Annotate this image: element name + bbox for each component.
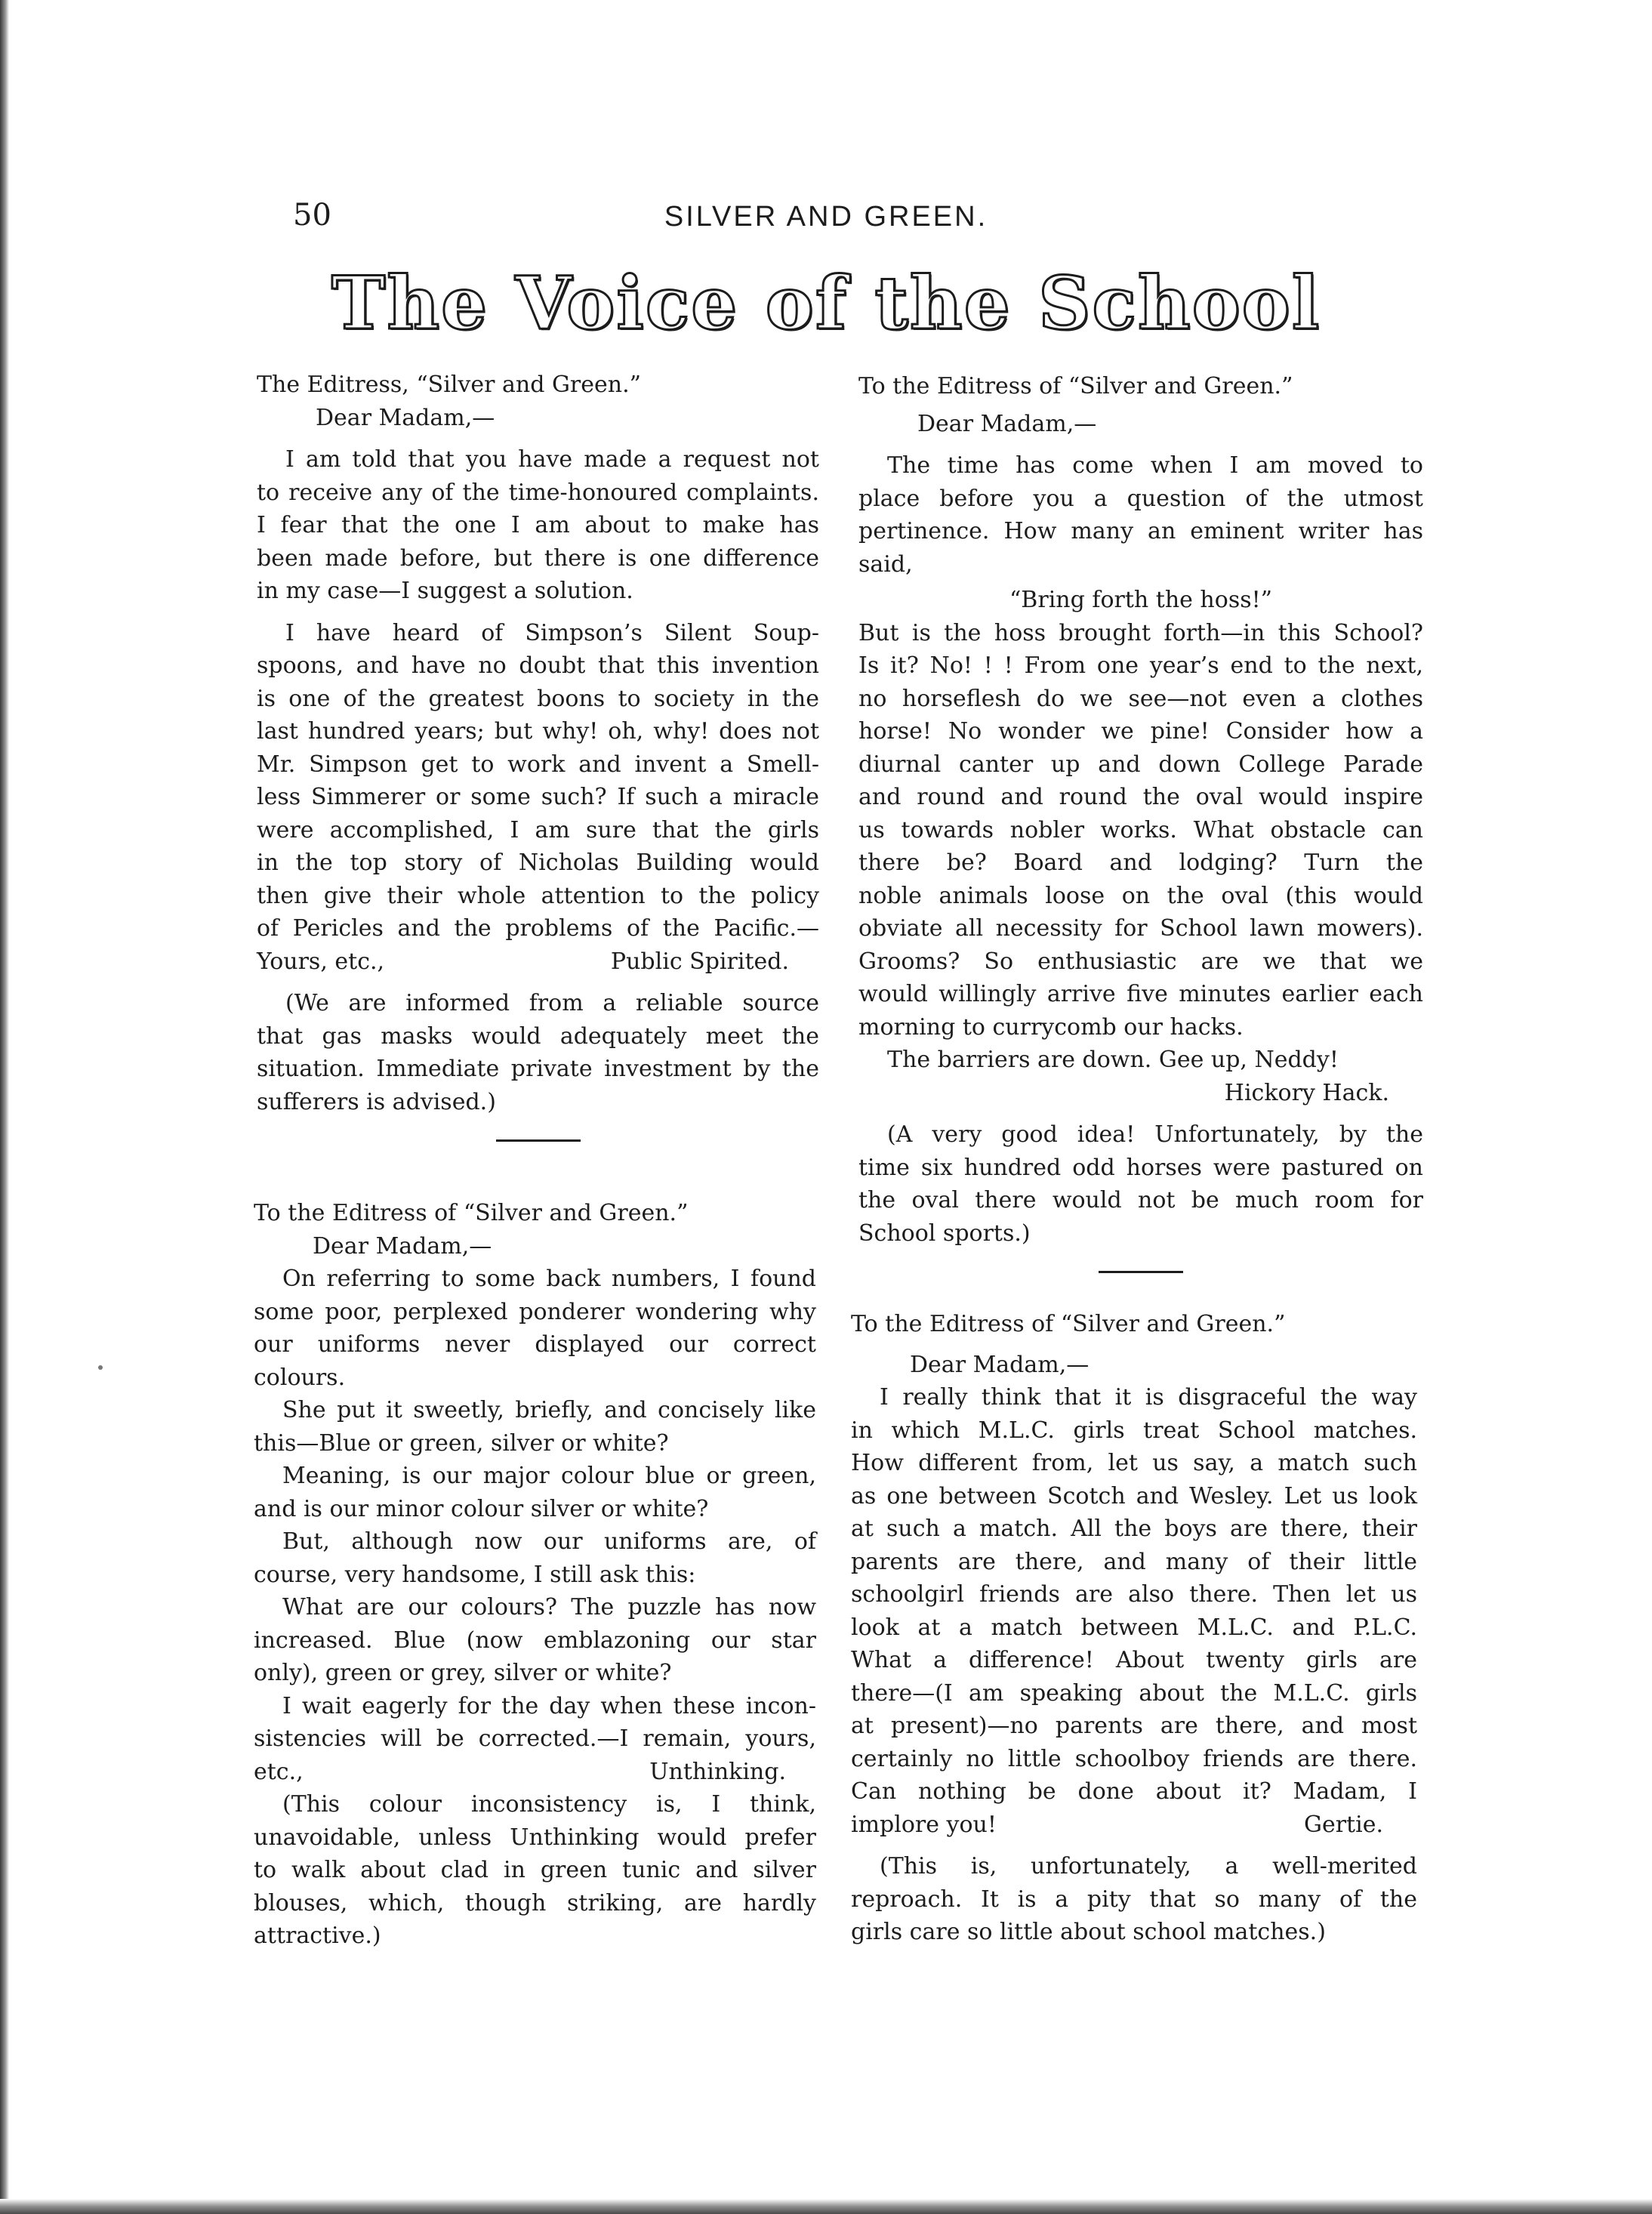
editor-note-line: attractive.) [254,1923,381,1949]
letter-salutation-to: To the Editress of “Silver and Green.” [851,1311,1286,1337]
letter-line: no horseflesh do we see—not even a clothes [858,685,1423,712]
letter-line: in the top story of Nicholas Building would [257,850,819,876]
letter-signature: Hickory Hack. [1224,1079,1389,1106]
page-title: The Voice of the School [331,261,1321,346]
letter-line: What a difference! About twenty girls are [851,1647,1417,1673]
editor-note-line: that gas masks would adequately meet the [257,1022,819,1050]
editor-note-line: sufferers is advised.) [257,1088,496,1115]
letter-line: then give their whole attention to the policy [257,882,819,909]
letter-line: increased. Blue (now emblazoning our star [254,1627,816,1654]
letter-line: Can nothing be done about it? Madam, I [851,1778,1417,1805]
letter-signature: Unthinking. [649,1758,786,1785]
letter-signoff [257,945,819,979]
letter-line: and round and round the oval would inspire [858,784,1423,810]
letter-line: there—(I am speaking about the M.L.C. girls [851,1679,1417,1707]
letter-hickory-hack [858,370,1423,1250]
letter-line: of Pericles and the problems of the Pacific.— [257,915,819,942]
letter-line: at such a match. All the boys are there, their [851,1516,1417,1542]
page-number: 50 [293,198,331,233]
letter-line: The time has come when I am moved to [887,452,1423,479]
page-bottom-edge [0,2199,1652,2214]
letter-line: said, [858,550,913,578]
letter-line: would willingly arrive five minutes earlier each [858,981,1423,1007]
letter-line: I really think that it is disgraceful the way [880,1384,1417,1411]
letter-line: this—Blue or green, silver or white? [254,1429,669,1457]
letter-signature: Public Spirited. [610,948,789,975]
editor-note-line: girls care so little about school matches.) [851,1919,1326,1945]
letter-line: us towards nobler works. What obstacle can [858,816,1423,843]
editor-note-line: the oval there would not be much room for [858,1187,1423,1213]
letter-public-spirited [257,368,819,1118]
letter-signoff [254,1756,816,1789]
letter-line: colours. [254,1364,346,1391]
editor-note-line: blouses, which, though striking, are hardly [254,1889,816,1916]
letter-line: were accomplished, I am sure that the girls [257,816,819,843]
letter-line: But, although now our uniforms are, of [282,1528,816,1555]
letter-closing: etc., [254,1758,304,1785]
letter-line: last hundred years; but why! oh, why! does not [257,718,819,745]
letter-greeting: Dear Madam,— [313,1232,492,1260]
left-column-lower [254,1197,816,1953]
letter-line: place before you a question of the utmost [858,485,1423,512]
letter-line: course, very handsome, I still ask this: [254,1561,696,1588]
letter-line: to receive any of the time-honoured complaints. [257,479,819,506]
letter-line: less Simmerer or some such? If such a miracle [257,784,819,810]
letter-line: only), green or grey, silver or white? [254,1660,672,1686]
letter-line: On referring to some back numbers, I found [282,1266,816,1292]
editor-note-line: to walk about clad in green tunic and silver [254,1857,816,1883]
letter-line: But is the hoss brought forth—in this School? [858,619,1423,646]
letter-salutation-to: To the Editress of “Silver and Green.” [858,373,1293,399]
letter-line: I wait eagerly for the day when these incon- [282,1692,816,1719]
letter-greeting: Dear Madam,— [316,404,495,431]
letter-line: What are our colours? The puzzle has now [282,1594,816,1620]
letter-line: some poor, perplexed ponderer wondering why [254,1298,816,1325]
letter-line: Mr. Simpson get to work and invent a Smell- [257,751,819,778]
letter-line: Meaning, is our major colour blue or green, [282,1463,816,1489]
letter-line: diurnal canter up and down College Parade [858,751,1423,778]
editor-note-line: (A very good idea! Unfortunately, by the [887,1121,1423,1148]
editor-note-line: (We are informed from a reliable source [285,990,819,1016]
editor-note-line: unavoidable, unless Unthinking would prefer [254,1824,816,1851]
letter-salutation-to: The Editress, “Silver and Green.” [257,372,641,398]
letter-greeting: Dear Madam,— [910,1351,1090,1378]
letter-quote: “Bring forth the hoss!” [1009,587,1273,613]
editor-note-line: time six hundred odd horses were pastured on [858,1154,1423,1181]
left-column [257,368,819,1142]
letter-line: as one between Scotch and Wesley. Let us look [851,1482,1417,1509]
letter-line: there be? Board and lodging? Turn the [858,850,1423,876]
editor-note-line: School sports.) [858,1220,1031,1247]
right-column [858,370,1423,1273]
letter-line: at present)—no parents are there, and most [851,1713,1417,1739]
letter-unthinking [254,1197,816,1953]
letter-signoff [851,1809,1417,1842]
letter-line: is one of the greatest boons to society in the [257,685,819,712]
letter-greeting: Dear Madam,— [917,410,1097,437]
section-divider [496,1139,581,1142]
letter-line: certainly no little schoolboy friends are there. [851,1745,1417,1772]
editor-note-line: reproach. It is a pity that so many of the [851,1886,1417,1913]
letter-closing: Yours, etc., [257,948,385,975]
letter-line: sistencies will be corrected.—I remain, yours, [254,1725,816,1752]
letter-line: Grooms? So enthusiastic are we that we [858,948,1423,975]
letter-line: pertinence. How many an eminent writer has [858,518,1423,544]
editor-note-line: (This colour inconsistency is, I think, [282,1791,816,1818]
letter-line: been made before, but there is one difference [257,544,819,572]
letter-line: morning to currycomb our hacks. [858,1013,1244,1041]
paper-speck [98,1365,103,1370]
letter-line: I have heard of Simpson’s Silent Soup- [285,619,819,646]
letter-line: How different from, let us say, a match such [851,1450,1417,1476]
letter-gertie [851,1308,1417,1949]
letter-line: I am told that you have made a request not [285,446,819,473]
letter-line: in which M.L.C. girls treat School matches. [851,1417,1417,1444]
letter-line: noble animals loose on the oval (this would [858,882,1423,909]
editor-note-line: situation. Immediate private investment by the [257,1056,819,1082]
editor-note-line: (This is, unfortunately, a well-merited [880,1853,1417,1879]
letter-closing: implore you! [851,1811,997,1838]
letter-line: She put it sweetly, briefly, and concisely like [282,1397,816,1423]
letter-line: horse! No wonder we pine! Consider how a [858,718,1423,745]
letter-line: parents are there, and many of their little [851,1548,1417,1575]
running-head: SILVER AND GREEN. [664,201,988,233]
letter-salutation-to: To the Editress of “Silver and Green.” [254,1200,689,1226]
letter-signature: Gertie. [1304,1811,1383,1838]
letter-line: and is our minor colour silver or white? [254,1495,709,1522]
letter-line: our uniforms never displayed our correct [254,1331,816,1358]
right-column-lower [851,1308,1417,1949]
letter-line: schoolgirl friends are also there. Then let us [851,1581,1417,1608]
letter-line: Is it? No! ! ! From one year’s end to the next, [858,652,1423,679]
letter-line: in my case—I suggest a solution. [257,578,633,604]
section-divider [1099,1271,1183,1273]
letter-line: spoons, and have no doubt that this invention [257,652,819,679]
letter-line: obviate all necessity for School lawn mowers). [858,915,1423,942]
letter-line: The barriers are down. Gee up, Neddy! [887,1047,1339,1073]
letter-line: look at a match between M.L.C. and P.L.C. [851,1614,1417,1641]
letter-line: I fear that the one I am about to make has [257,512,819,538]
